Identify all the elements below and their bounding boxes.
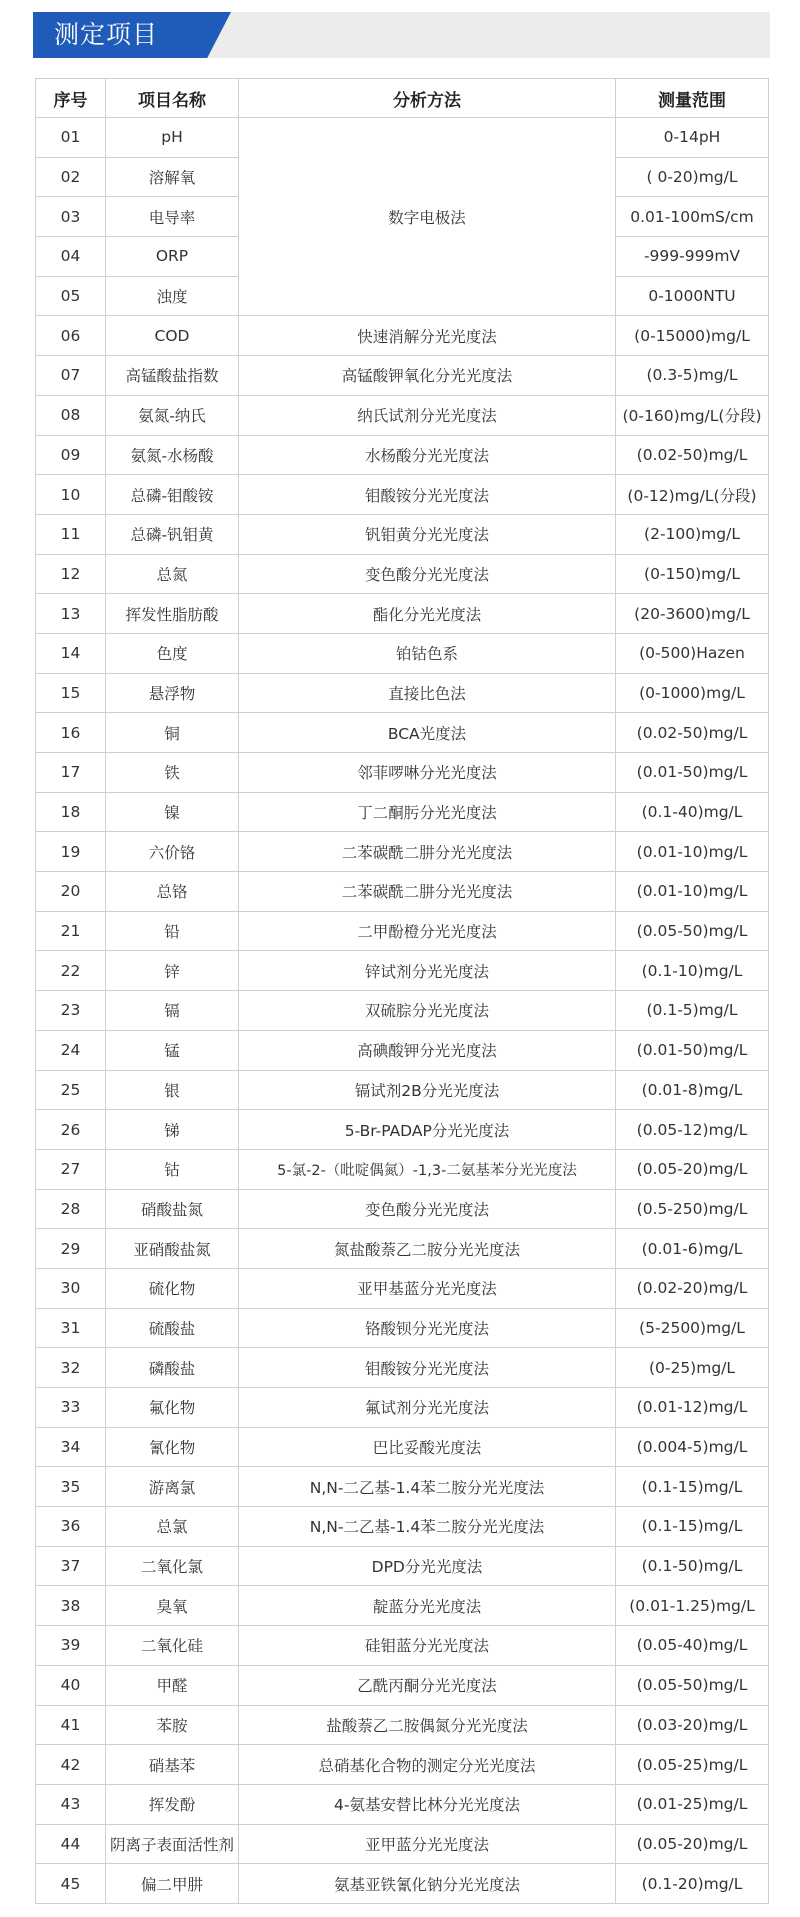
cell-no: 40 <box>36 1665 106 1705</box>
cell-method: 邻菲啰啉分光光度法 <box>239 753 616 793</box>
table-row <box>36 435 769 475</box>
cell-range: (0.1-15)mg/L <box>616 1467 769 1507</box>
cell-method: 乙酰丙酮分光光度法 <box>239 1665 616 1705</box>
cell-method: 钼酸铵分光光度法 <box>239 475 616 515</box>
cell-no: 06 <box>36 316 106 356</box>
cell-item-name: 锌 <box>106 951 239 991</box>
cell-no: 28 <box>36 1189 106 1229</box>
cell-no: 35 <box>36 1467 106 1507</box>
cell-range: -999-999mV <box>616 237 769 277</box>
table-row <box>36 1070 769 1110</box>
cell-range: (0-25)mg/L <box>616 1348 769 1388</box>
cell-range: 0-14pH <box>616 118 769 158</box>
cell-item-name: 阴离子表面活性剂 <box>106 1824 239 1864</box>
cell-range: (0.1-50)mg/L <box>616 1546 769 1586</box>
cell-range: (0.3-5)mg/L <box>616 356 769 396</box>
cell-no: 41 <box>36 1705 106 1745</box>
cell-method: 亚甲基蓝分光光度法 <box>239 1268 616 1308</box>
cell-item-name: 银 <box>106 1070 239 1110</box>
table-row <box>36 594 769 634</box>
cell-item-name: 锑 <box>106 1110 239 1150</box>
table-row <box>36 713 769 753</box>
cell-no: 30 <box>36 1268 106 1308</box>
cell-method: 锌试剂分光光度法 <box>239 951 616 991</box>
cell-method: 高锰酸钾氧化分光光度法 <box>239 356 616 396</box>
table-row <box>36 832 769 872</box>
cell-range: (0.01-12)mg/L <box>616 1388 769 1428</box>
cell-range: 0.01-100mS/cm <box>616 197 769 237</box>
cell-no: 18 <box>36 792 106 832</box>
cell-item-name: 苯胺 <box>106 1705 239 1745</box>
cell-range: (0.004-5)mg/L <box>616 1427 769 1467</box>
table-row <box>36 753 769 793</box>
cell-no: 10 <box>36 475 106 515</box>
cell-range: (0-1000)mg/L <box>616 673 769 713</box>
cell-method: 镉试剂2B分光光度法 <box>239 1070 616 1110</box>
cell-range: (0-15000)mg/L <box>616 316 769 356</box>
cell-item-name: 电导率 <box>106 197 239 237</box>
cell-no: 29 <box>36 1229 106 1269</box>
cell-item-name: 六价铬 <box>106 832 239 872</box>
table-row <box>36 1626 769 1666</box>
cell-method: 钒钼黄分光光度法 <box>239 514 616 554</box>
cell-range: (2-100)mg/L <box>616 514 769 554</box>
cell-range: (0.05-12)mg/L <box>616 1110 769 1150</box>
header-item-name: 项目名称 <box>106 79 239 118</box>
cell-range: (0.05-40)mg/L <box>616 1626 769 1666</box>
table-row <box>36 1507 769 1547</box>
cell-method: 变色酸分光光度法 <box>239 554 616 594</box>
cell-range: (0.05-20)mg/L <box>616 1149 769 1189</box>
cell-range: (0.1-15)mg/L <box>616 1507 769 1547</box>
cell-no: 43 <box>36 1784 106 1824</box>
table-row <box>36 356 769 396</box>
cell-no: 42 <box>36 1745 106 1785</box>
cell-item-name: 硫酸盐 <box>106 1308 239 1348</box>
cell-item-name: 镉 <box>106 991 239 1031</box>
table-row <box>36 1110 769 1150</box>
table-row <box>36 911 769 951</box>
cell-range: (0.05-25)mg/L <box>616 1745 769 1785</box>
cell-range: (0.01-50)mg/L <box>616 1030 769 1070</box>
cell-item-name: 挥发性脂肪酸 <box>106 594 239 634</box>
cell-range: 0-1000NTU <box>616 276 769 316</box>
cell-no: 37 <box>36 1546 106 1586</box>
cell-item-name: 二氧化硅 <box>106 1626 239 1666</box>
cell-item-name: 氟化物 <box>106 1388 239 1428</box>
table-row <box>36 1467 769 1507</box>
cell-item-name: 氨氮-纳氏 <box>106 395 239 435</box>
cell-item-name: 臭氧 <box>106 1586 239 1626</box>
header-method: 分析方法 <box>239 79 616 118</box>
table-row <box>36 514 769 554</box>
cell-no: 17 <box>36 753 106 793</box>
cell-no: 11 <box>36 514 106 554</box>
header-range: 测量范围 <box>616 79 769 118</box>
cell-method: 钼酸铵分光光度法 <box>239 1348 616 1388</box>
cell-range: (0-500)Hazen <box>616 633 769 673</box>
cell-method: 硅钼蓝分光光度法 <box>239 1626 616 1666</box>
cell-no: 24 <box>36 1030 106 1070</box>
cell-item-name: 二氧化氯 <box>106 1546 239 1586</box>
cell-method: 总硝基化合物的测定分光光度法 <box>239 1745 616 1785</box>
cell-range: (0.1-40)mg/L <box>616 792 769 832</box>
table-row <box>36 1149 769 1189</box>
cell-item-name: 高锰酸盐指数 <box>106 356 239 396</box>
cell-no: 02 <box>36 157 106 197</box>
cell-no: 32 <box>36 1348 106 1388</box>
cell-item-name: 挥发酚 <box>106 1784 239 1824</box>
cell-item-name: 氰化物 <box>106 1427 239 1467</box>
cell-range: (0.5-250)mg/L <box>616 1189 769 1229</box>
cell-method: 丁二酮肟分光光度法 <box>239 792 616 832</box>
cell-method: 快速消解分光光度法 <box>239 316 616 356</box>
cell-no: 38 <box>36 1586 106 1626</box>
cell-no: 20 <box>36 872 106 912</box>
cell-method: 水杨酸分光光度法 <box>239 435 616 475</box>
cell-method: N,N-二乙基-1.4苯二胺分光光度法 <box>239 1507 616 1547</box>
table-row <box>36 1388 769 1428</box>
cell-range: (0.05-50)mg/L <box>616 911 769 951</box>
table-header-row <box>36 79 769 118</box>
cell-range: (0.01-6)mg/L <box>616 1229 769 1269</box>
cell-no: 25 <box>36 1070 106 1110</box>
cell-range: (0.02-50)mg/L <box>616 435 769 475</box>
cell-method: 氨基亚铁氰化钠分光光度法 <box>239 1864 616 1904</box>
cell-item-name: 镍 <box>106 792 239 832</box>
cell-method: 变色酸分光光度法 <box>239 1189 616 1229</box>
table-row <box>36 1665 769 1705</box>
cell-method: 5-氯-2-（吡啶偶氮）-1,3-二氨基苯分光光度法 <box>239 1149 616 1189</box>
cell-item-name: 磷酸盐 <box>106 1348 239 1388</box>
cell-item-name: 铁 <box>106 753 239 793</box>
cell-method: 铂钴色系 <box>239 633 616 673</box>
cell-range: ( 0-20)mg/L <box>616 157 769 197</box>
table-row <box>36 554 769 594</box>
cell-no: 34 <box>36 1427 106 1467</box>
cell-range: (0.02-20)mg/L <box>616 1268 769 1308</box>
cell-range: (0-150)mg/L <box>616 554 769 594</box>
cell-method: 高碘酸钾分光光度法 <box>239 1030 616 1070</box>
cell-item-name: COD <box>106 316 239 356</box>
table-row <box>36 872 769 912</box>
cell-method: 靛蓝分光光度法 <box>239 1586 616 1626</box>
cell-no: 12 <box>36 554 106 594</box>
table-row <box>36 1546 769 1586</box>
cell-no: 07 <box>36 356 106 396</box>
cell-item-name: 铅 <box>106 911 239 951</box>
cell-method-merged: 数字电极法 <box>239 118 616 316</box>
cell-method: 巴比妥酸光度法 <box>239 1427 616 1467</box>
cell-range: (0.01-1.25)mg/L <box>616 1586 769 1626</box>
table-row <box>36 1586 769 1626</box>
cell-range: (0.02-50)mg/L <box>616 713 769 753</box>
cell-no: 27 <box>36 1149 106 1189</box>
cell-no: 26 <box>36 1110 106 1150</box>
cell-method: 氟试剂分光光度法 <box>239 1388 616 1428</box>
table-row <box>36 1348 769 1388</box>
table-row <box>36 1189 769 1229</box>
cell-range: (0.1-20)mg/L <box>616 1864 769 1904</box>
cell-item-name: 总磷-钼酸铵 <box>106 475 239 515</box>
table-row <box>36 633 769 673</box>
cell-method: 4-氨基安替比林分光光度法 <box>239 1784 616 1824</box>
table-row <box>36 1864 769 1904</box>
cell-item-name: 游离氯 <box>106 1467 239 1507</box>
cell-method: 直接比色法 <box>239 673 616 713</box>
cell-method: DPD分光光度法 <box>239 1546 616 1586</box>
table-row <box>36 1824 769 1864</box>
cell-method: 双硫腙分光光度法 <box>239 991 616 1031</box>
table-row <box>36 1229 769 1269</box>
cell-no: 31 <box>36 1308 106 1348</box>
cell-item-name: 硝基苯 <box>106 1745 239 1785</box>
cell-method: 5-Br-PADAP分光光度法 <box>239 1110 616 1150</box>
cell-no: 04 <box>36 237 106 277</box>
cell-item-name: 锰 <box>106 1030 239 1070</box>
cell-range: (0.1-10)mg/L <box>616 951 769 991</box>
cell-range: (5-2500)mg/L <box>616 1308 769 1348</box>
cell-item-name: 硫化物 <box>106 1268 239 1308</box>
cell-range: (0.01-8)mg/L <box>616 1070 769 1110</box>
cell-range: (0.03-20)mg/L <box>616 1705 769 1745</box>
table-row <box>36 1030 769 1070</box>
cell-no: 45 <box>36 1864 106 1904</box>
section-title: 测定项目 <box>54 20 159 49</box>
cell-item-name: 溶解氧 <box>106 157 239 197</box>
cell-method: 二甲酚橙分光光度法 <box>239 911 616 951</box>
cell-method: N,N-二乙基-1.4苯二胺分光光度法 <box>239 1467 616 1507</box>
cell-item-name: 总铬 <box>106 872 239 912</box>
cell-method: 纳氏试剂分光光度法 <box>239 395 616 435</box>
cell-no: 15 <box>36 673 106 713</box>
cell-range: (0.01-10)mg/L <box>616 872 769 912</box>
table-body <box>36 118 769 1904</box>
cell-method: 铬酸钡分光光度法 <box>239 1308 616 1348</box>
cell-no: 33 <box>36 1388 106 1428</box>
cell-item-name: 偏二甲肼 <box>106 1864 239 1904</box>
cell-range: (0-160)mg/L(分段) <box>616 395 769 435</box>
cell-range: (0.05-20)mg/L <box>616 1824 769 1864</box>
cell-range: (0.01-10)mg/L <box>616 832 769 872</box>
cell-no: 09 <box>36 435 106 475</box>
cell-range: (0.01-50)mg/L <box>616 753 769 793</box>
cell-no: 21 <box>36 911 106 951</box>
cell-item-name: 色度 <box>106 633 239 673</box>
cell-no: 14 <box>36 633 106 673</box>
table-row <box>36 1308 769 1348</box>
table-row <box>36 1705 769 1745</box>
cell-range: (0.01-25)mg/L <box>616 1784 769 1824</box>
cell-item-name: 铜 <box>106 713 239 753</box>
cell-no: 39 <box>36 1626 106 1666</box>
cell-no: 08 <box>36 395 106 435</box>
cell-no: 13 <box>36 594 106 634</box>
cell-method: 亚甲蓝分光光度法 <box>239 1824 616 1864</box>
table-row <box>36 1268 769 1308</box>
cell-item-name: 氨氮-水杨酸 <box>106 435 239 475</box>
table-row <box>36 475 769 515</box>
cell-no: 01 <box>36 118 106 158</box>
table-row <box>36 395 769 435</box>
cell-range: (20-3600)mg/L <box>616 594 769 634</box>
cell-method: BCA光度法 <box>239 713 616 753</box>
cell-item-name: pH <box>106 118 239 158</box>
header-no: 序号 <box>36 79 106 118</box>
cell-item-name: 总磷-钒钼黄 <box>106 514 239 554</box>
table-row <box>36 991 769 1031</box>
table-row <box>36 1427 769 1467</box>
cell-method: 氮盐酸萘乙二胺分光光度法 <box>239 1229 616 1269</box>
cell-no: 36 <box>36 1507 106 1547</box>
table-row <box>36 792 769 832</box>
cell-item-name: 总氯 <box>106 1507 239 1547</box>
cell-method: 盐酸萘乙二胺偶氮分光光度法 <box>239 1705 616 1745</box>
cell-no: 22 <box>36 951 106 991</box>
cell-no: 44 <box>36 1824 106 1864</box>
table-row <box>36 1745 769 1785</box>
cell-range: (0.1-5)mg/L <box>616 991 769 1031</box>
table-row <box>36 316 769 356</box>
cell-no: 23 <box>36 991 106 1031</box>
cell-no: 16 <box>36 713 106 753</box>
cell-method: 酯化分光光度法 <box>239 594 616 634</box>
cell-item-name: 钴 <box>106 1149 239 1189</box>
cell-item-name: ORP <box>106 237 239 277</box>
table-row <box>36 1784 769 1824</box>
table-row <box>36 118 769 158</box>
cell-item-name: 硝酸盐氮 <box>106 1189 239 1229</box>
cell-item-name: 浊度 <box>106 276 239 316</box>
cell-item-name: 亚硝酸盐氮 <box>106 1229 239 1269</box>
table-row <box>36 673 769 713</box>
cell-no: 03 <box>36 197 106 237</box>
cell-item-name: 甲醛 <box>106 1665 239 1705</box>
cell-range: (0-12)mg/L(分段) <box>616 475 769 515</box>
cell-range: (0.05-50)mg/L <box>616 1665 769 1705</box>
cell-no: 19 <box>36 832 106 872</box>
cell-no: 05 <box>36 276 106 316</box>
cell-method: 二苯碳酰二肼分光光度法 <box>239 872 616 912</box>
cell-item-name: 悬浮物 <box>106 673 239 713</box>
cell-item-name: 总氮 <box>106 554 239 594</box>
measurement-table <box>35 78 769 1904</box>
cell-method: 二苯碳酰二肼分光光度法 <box>239 832 616 872</box>
table-row <box>36 951 769 991</box>
